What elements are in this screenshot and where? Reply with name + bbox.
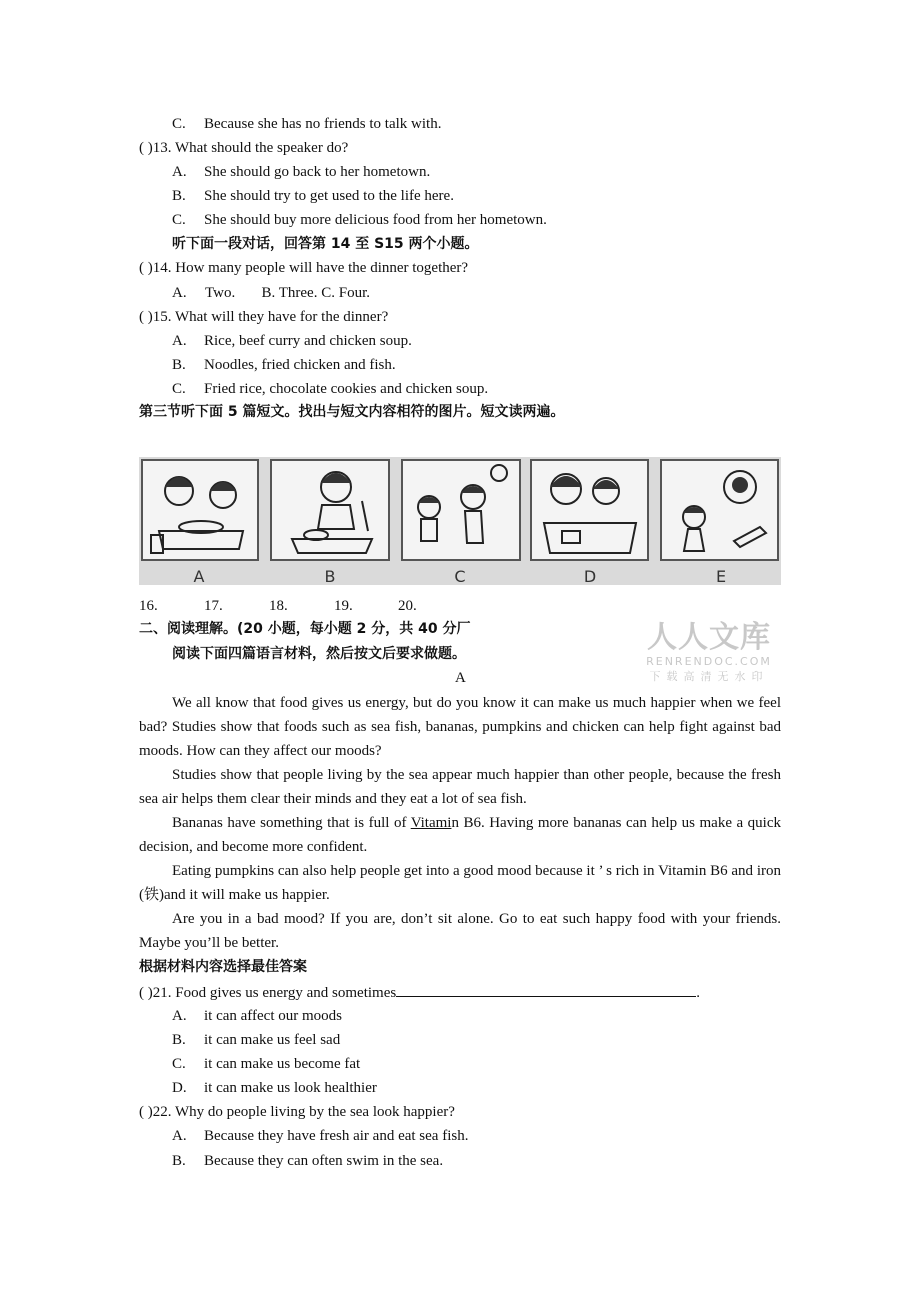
reading-heading: 二、阅读理解。(20 小题，每小题 2 分，共 40 分厂 bbox=[139, 621, 471, 637]
picture-c bbox=[401, 459, 521, 561]
picture-b-drawing bbox=[272, 461, 388, 559]
picture-d-drawing bbox=[532, 461, 647, 559]
picture-e-drawing bbox=[662, 461, 777, 559]
picture-label-b: B bbox=[324, 567, 336, 585]
passage-paragraph-2: Studies show that people living by the sea appear much happier than other people, because the fresh sea air helps them clear their minds and they eat a lot of sea fish. bbox=[139, 767, 781, 807]
watermark-domain: RENRENDOC.COM bbox=[646, 655, 772, 668]
q22-option-b: B. Because they can often swim in the sea. bbox=[172, 1153, 444, 1169]
choose-instruction: 根据材料内容选择最佳答案 bbox=[139, 959, 307, 975]
q21-option-a: A. it can affect our moods bbox=[172, 1008, 343, 1024]
watermark-title: 人人文库 bbox=[647, 620, 771, 655]
q15-question: ( )15. What will they have for the dinner? bbox=[139, 309, 389, 325]
dialog-instruction: 听下面一段对话，回答第 14 至 S15 两个小题。 bbox=[172, 236, 479, 252]
watermark-slogan: 下载高清无水印 bbox=[649, 670, 769, 683]
q12-option-c: C. Because she has no friends to talk with. bbox=[172, 116, 442, 132]
q21-option-d: D. it can make us look healthier bbox=[172, 1080, 377, 1096]
answer-18: 18. bbox=[269, 598, 288, 614]
picture-e bbox=[660, 459, 779, 561]
q22-question: ( )22. Why do people living by the sea look happier? bbox=[139, 1104, 455, 1120]
picture-label-c: C bbox=[454, 567, 466, 585]
q13-option-a: A. She should go back to her hometown. bbox=[172, 164, 431, 180]
picture-a-drawing bbox=[143, 461, 257, 559]
picture-label-a: A bbox=[193, 567, 205, 585]
reading-instruction: 阅读下面四篇语言材料，然后按文后要求做题。 bbox=[172, 646, 466, 662]
q21-answer-blank bbox=[396, 982, 696, 997]
q15-option-b: B. Noodles, fried chicken and fish. bbox=[172, 357, 396, 373]
picture-label-d: D bbox=[583, 567, 597, 585]
picture-b bbox=[270, 459, 390, 561]
picture-label-e: E bbox=[715, 567, 727, 585]
watermark-logo bbox=[646, 621, 772, 684]
passage-paragraph-4: Eating pumpkins can also help people get into a good mood because it ’ s rich in Vitamin B6 and iron (铁)and it will make us happier. bbox=[139, 863, 781, 903]
q14-options: A. Two. B. Three. C. Four. bbox=[172, 285, 370, 301]
q21-option-b: B. it can make us feel sad bbox=[172, 1032, 341, 1048]
q15-option-a: A. Rice, beef curry and chicken soup. bbox=[172, 333, 412, 349]
passage-paragraph-1: We all know that food gives us energy, but do you know it can make us much happier when we feel bad? Studies show that foods such as sea fish, bananas, pumpkins and chicken can help fight against bad moods. How can they affect our moods? bbox=[139, 695, 781, 759]
q13-question: ( )13. What should the speaker do? bbox=[139, 140, 349, 156]
passage-label: A bbox=[455, 670, 466, 686]
picture-d bbox=[530, 459, 649, 561]
q14-question: ( )14. How many people will have the dinner together? bbox=[139, 260, 469, 276]
answer-16: 16. bbox=[139, 598, 158, 614]
picture-a bbox=[141, 459, 259, 561]
passage-a bbox=[139, 691, 781, 955]
section-3-instruction: 第三节听下面 5 篇短文。找出与短文内容相符的图片。短文读两遍。 bbox=[139, 404, 565, 420]
picture-strip bbox=[139, 457, 781, 585]
picture-c-drawing bbox=[403, 461, 519, 559]
answer-20: 20. bbox=[398, 598, 417, 614]
q22-option-a: A. Because they have fresh air and eat sea fish. bbox=[172, 1128, 469, 1144]
q21-option-c: C. it can make us become fat bbox=[172, 1056, 361, 1072]
q13-option-b: B. She should try to get used to the life here. bbox=[172, 188, 454, 204]
q15-option-c: C. Fried rice, chocolate cookies and chicken soup. bbox=[172, 381, 489, 397]
passage-paragraph-5: Are you in a bad mood? If you are, don’t sit alone. Go to eat such happy food with your friends. Maybe you’ll be better. bbox=[139, 911, 781, 951]
answer-19: 19. bbox=[334, 598, 353, 614]
q13-option-c: C. She should buy more delicious food from her hometown. bbox=[172, 212, 547, 228]
passage-paragraph-3: Bananas have something that is full of Vitamin B6. Having more bananas can help us make a quick decision, and become more confident. bbox=[139, 815, 781, 855]
answer-17: 17. bbox=[204, 598, 223, 614]
q21-question: ( )21. Food gives us energy and sometimes . bbox=[139, 982, 700, 1003]
